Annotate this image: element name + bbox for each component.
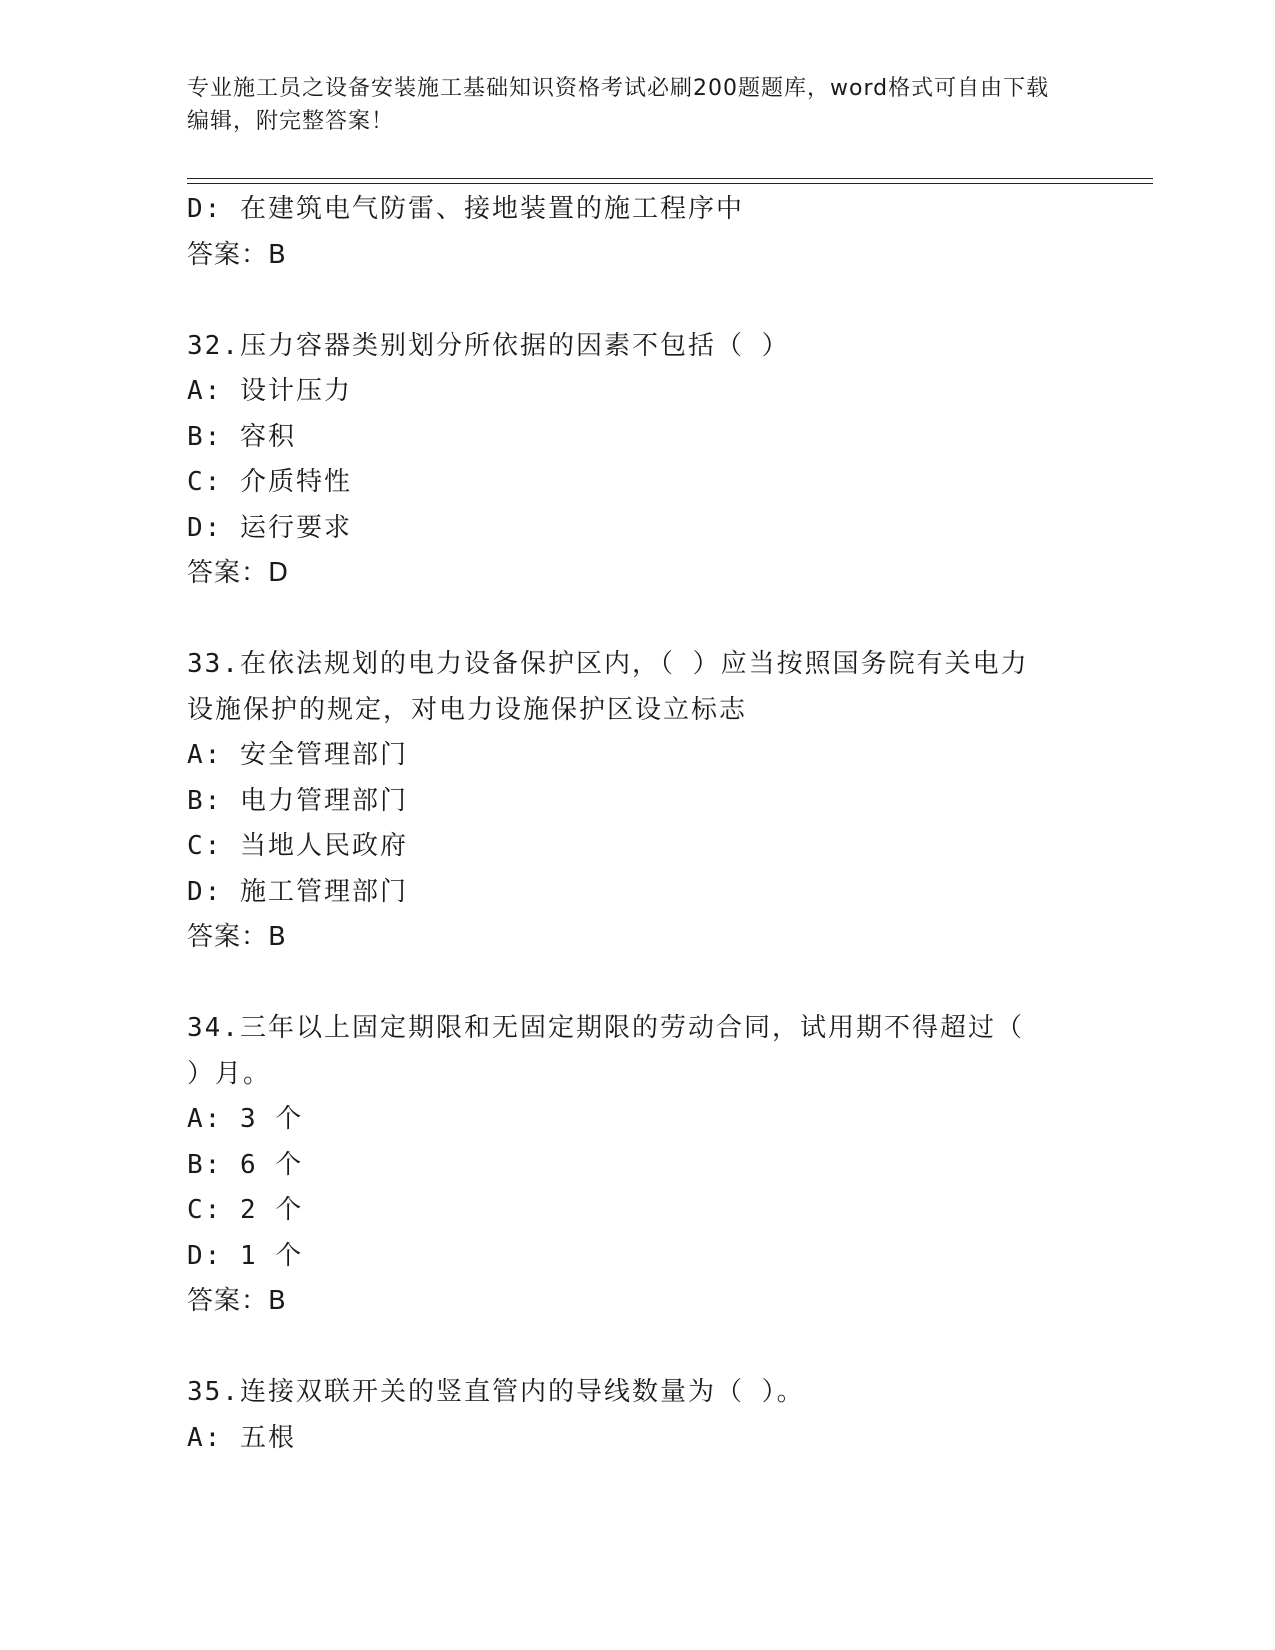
option-a: A: 五根 [187, 1422, 296, 1453]
option-c: C: 介质特性 [187, 467, 352, 497]
option-d: D: 在建筑电气防雷、接地装置的施工程序中 [187, 194, 744, 224]
spacer [187, 278, 1087, 324]
question-stem: 34.三年以上固定期限和无固定期限的劳动合同，试用期不得超过（ [187, 1013, 1024, 1043]
spacer [187, 1325, 1087, 1371]
question-stem: 33.在依法规划的电力设备保护区内，（ ）应当按照国务院有关电力 [187, 649, 1029, 679]
question-content [187, 187, 1087, 1461]
document-header [187, 72, 1067, 138]
option-c: C: 2 个 [187, 1195, 304, 1225]
option-d: D: 1 个 [187, 1240, 304, 1271]
header-text: 专业施工员之设备安装施工基础知识资格考试必刷200题题库，word格式可自由下载编辑，附完整答案！ [187, 76, 1050, 134]
option-b: B: 6 个 [187, 1149, 304, 1180]
question-block-34 [187, 1006, 1087, 1325]
option-a: A: 设计压力 [187, 376, 352, 406]
spacer [187, 597, 1087, 643]
answer-line: 答案：B [187, 1286, 287, 1316]
spacer [187, 961, 1087, 1007]
question-block-35 [187, 1370, 1087, 1461]
question-block-33 [187, 642, 1087, 961]
option-b: B: 容积 [187, 421, 296, 452]
question-block-32 [187, 324, 1087, 597]
header-divider-top [187, 178, 1153, 179]
question-stem: 35.连接双联开关的竖直管内的导线数量为（ ）。 [187, 1377, 805, 1407]
option-c: C: 当地人民政府 [187, 831, 408, 861]
option-d: D: 施工管理部门 [187, 876, 408, 907]
header-divider-bottom [187, 183, 1153, 184]
answer-line: 答案：B [187, 922, 287, 952]
question-stem-continued: ）月。 [187, 1058, 272, 1089]
option-d: D: 运行要求 [187, 512, 352, 543]
answer-line: 答案：B [187, 239, 287, 270]
option-a: A: 3 个 [187, 1104, 304, 1134]
option-a: A: 安全管理部门 [187, 740, 408, 770]
question-stem: 32.压力容器类别划分所依据的因素不包括（ ） [187, 330, 790, 361]
option-b: B: 电力管理部门 [187, 785, 408, 816]
answer-line: 答案：D [187, 558, 290, 588]
question-stem-continued: 设施保护的规定，对电力设施保护区设立标志 [187, 694, 748, 725]
